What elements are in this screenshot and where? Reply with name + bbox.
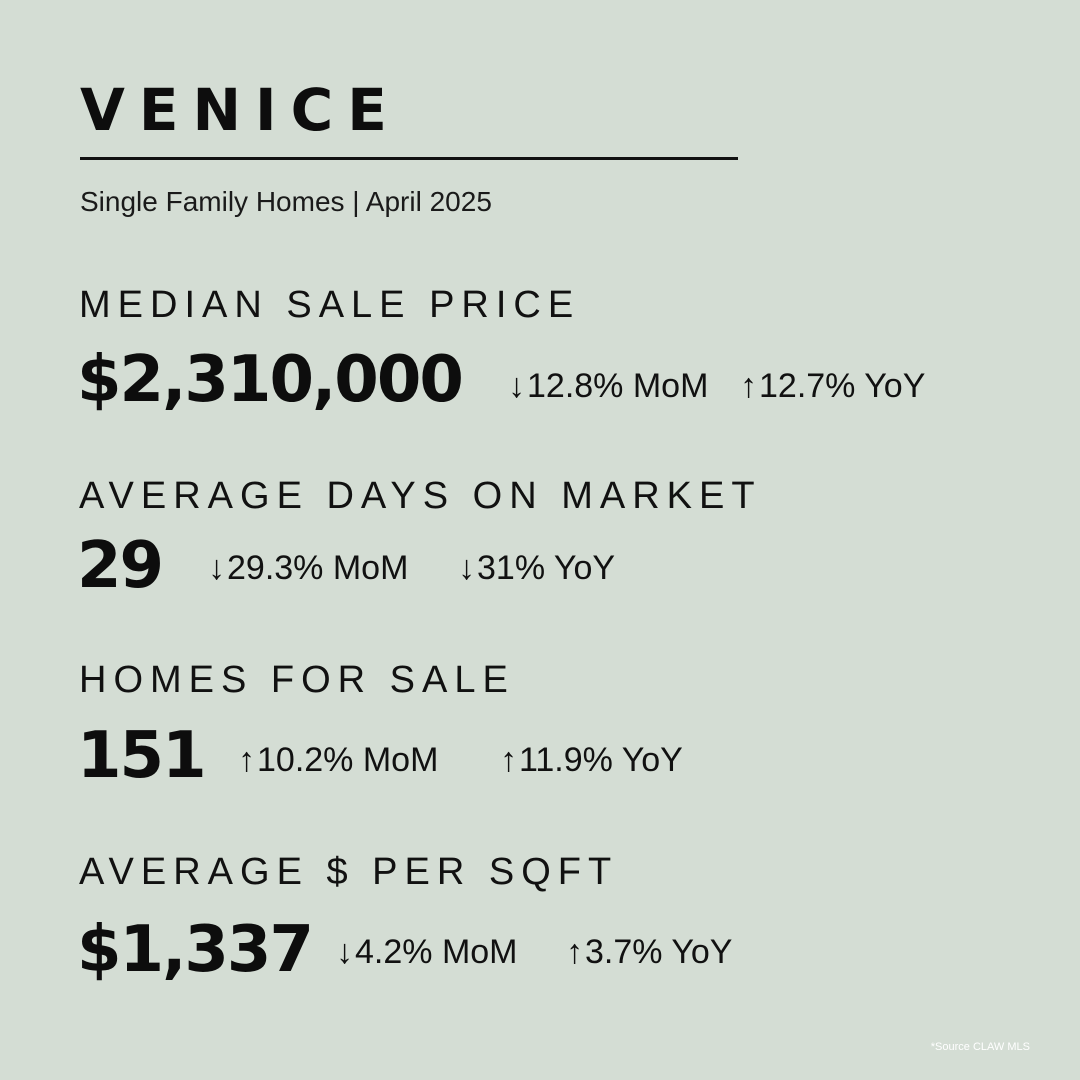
arrow-down-icon: ↓ [336, 933, 353, 971]
metric-yoy-median-sale-price [740, 366, 925, 406]
metric-mom-median-sale-price [508, 366, 708, 406]
metric-mom-average-price-per-sqft [336, 932, 518, 972]
arrow-up-icon: ↑ [238, 741, 255, 779]
change-text: 10.2% MoM [257, 741, 439, 779]
change-text: 3.7% YoY [585, 933, 733, 971]
metric-yoy-average-days-on-market [458, 548, 615, 588]
metric-label-average-days-on-market: AVERAGE DAYS ON MARKET [79, 475, 762, 517]
metric-value-average-price-per-sqft: $1,337 [77, 913, 312, 987]
change-text: 12.7% YoY [759, 367, 926, 405]
metric-mom-average-days-on-market [208, 548, 408, 588]
source-note: *Source CLAW MLS [930, 1041, 1030, 1053]
arrow-down-icon: ↓ [458, 549, 475, 587]
arrow-up-icon: ↑ [500, 741, 517, 779]
metric-mom-homes-for-sale [238, 740, 438, 780]
change-text: 29.3% MoM [227, 549, 409, 587]
page-subtitle: Single Family Homes | April 2025 [80, 186, 492, 217]
metric-label-average-price-per-sqft: AVERAGE $ PER SQFT [79, 851, 619, 893]
metric-yoy-average-price-per-sqft [566, 932, 732, 972]
arrow-down-icon: ↓ [508, 367, 525, 405]
arrow-up-icon: ↑ [566, 933, 583, 971]
metric-value-homes-for-sale: 151 [77, 719, 205, 793]
change-text: 12.8% MoM [527, 367, 709, 405]
arrow-up-icon: ↑ [740, 367, 757, 405]
metric-value-median-sale-price: $2,310,000 [77, 343, 462, 417]
title-divider [80, 157, 738, 160]
page-title: VENICE [80, 76, 401, 144]
metric-label-median-sale-price: MEDIAN SALE PRICE [79, 284, 581, 326]
metric-label-homes-for-sale: HOMES FOR SALE [79, 659, 515, 701]
change-text: 11.9% YoY [519, 741, 683, 779]
metric-value-average-days-on-market: 29 [77, 529, 163, 603]
arrow-down-icon: ↓ [208, 549, 225, 587]
change-text: 4.2% MoM [355, 933, 518, 971]
change-text: 31% YoY [477, 549, 616, 587]
metric-yoy-homes-for-sale [500, 740, 683, 780]
